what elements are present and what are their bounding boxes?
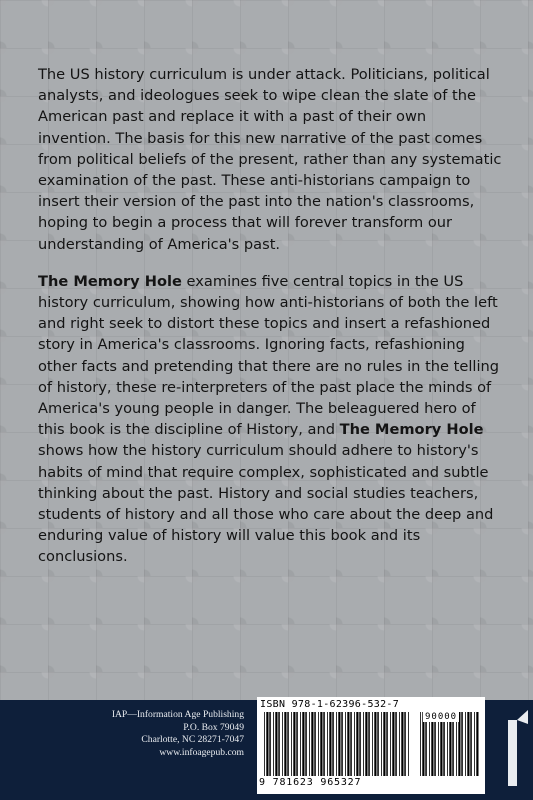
publisher-po-box: P.O. Box 79049 bbox=[183, 721, 244, 733]
addon-digits: 90000 bbox=[425, 712, 458, 722]
publisher-logo-icon bbox=[496, 706, 530, 796]
book-title-mention: The Memory Hole bbox=[38, 272, 182, 290]
blurb-paragraph-2-part-1: examines five central topics in the US history curriculum, showing how anti-historians of both the left and right seek to distort these topics and insert a refashioned story in America's classrooms. Ignoring facts, refashioning other facts and pretending that there are no rules in the telling of history, these re-interpreters of the past place the minds of America's young people in danger. The beleaguered hero of this book is the discipline of History, and bbox=[38, 272, 500, 439]
book-title-mention-2: The Memory Hole bbox=[339, 421, 484, 439]
publisher-name: IAP—Information Age Publishing bbox=[111, 709, 244, 720]
ean-digits: 9 781623 965327 bbox=[259, 777, 362, 788]
publisher-website: www.infoagepub.com bbox=[159, 746, 244, 758]
publisher-city: Charlotte, NC 28271-7047 bbox=[141, 734, 244, 746]
blurb-paragraph-2-part-2: shows how the history curriculum should adhere to history's habits of mind that require complex, sophisticated and subtle thinking about the past. History and social studies teachers, students of history and all those who care about the deep and enduring value of history will value this book and its conclusions. bbox=[38, 442, 494, 566]
isbn-label: ISBN 978-1-62396-532-7 bbox=[260, 699, 400, 710]
ean-barcode-bars bbox=[263, 712, 411, 776]
blurb-paragraph-2 bbox=[38, 271, 502, 568]
blurb-paragraph-1: The US history curriculum is under attack. Politicians, political analysts, and ideologues seek to wipe clean the slate of the American past and replace it with a past of their own invention. The basis for this new narrative of the past comes from political beliefs of the present, rather than any systematic examination of the past. These anti-historians campaign to insert their version of the past into the nation's classrooms, hoping to begin a process that will forever transform our understanding of America's past. bbox=[38, 66, 502, 253]
publisher-info bbox=[110, 709, 244, 759]
blurb-text bbox=[38, 64, 502, 584]
isbn-barcode bbox=[257, 697, 485, 794]
